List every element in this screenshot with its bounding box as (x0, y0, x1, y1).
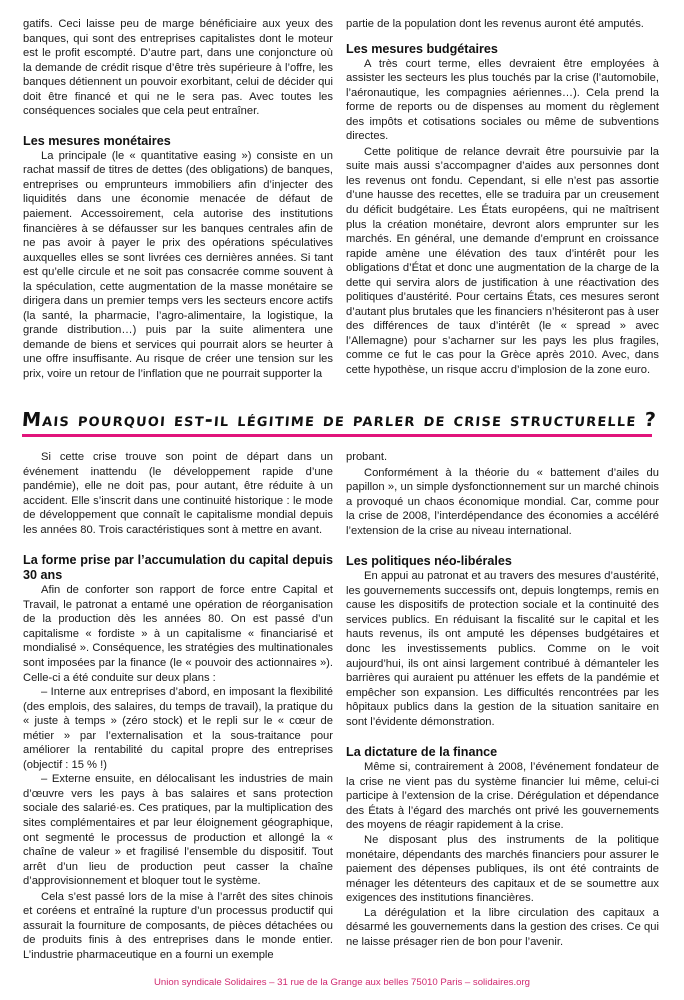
paragraph: La principale (le « quantitative easing ») consiste en un rachat massif de titres de dettes (des obligations) de banques, entreprises ou emprunteurs immobiliers afin d’injecter des liquidités dans une économie menacée de défaut de paiement. Accessoirement, cela autorise des institutions financières à se défausser sur les banques centrales afin de ne pas avoir à payer le prix des opérations spéculatives auxquelles elles se sont livrées ces dernières années. Si tant est qu’elle circule et ne soit pas consacrée comme souvent à la spéculation, cette augmentation de la masse monétaire se dirigera dans un premier temps vers les secteurs encore actifs (la santé, la pharmacie, l’agro-alimentaire, la logistique, la grande distribution…) puis par la suite alimentera une demande de biens et services qui pourrait alors se heurter à une offre insuffisante. Au risque de créer une tension sur les prix, voire un retour de l’inflation que ne pourrait supporter la (23, 149, 333, 381)
footer: Union syndicale Solidaires – 31 rue de la Grange aux belles 75010 Paris – solidaires.org (154, 977, 530, 988)
paragraph: Cette politique de relance devrait être poursuivie par la suite mais aussi s’accompagner d’aides aux personnes dont les revenus ont fondu. Cependant, si elle n’est pas assortie d’une hausse des recettes, elle se traduira par un creusement du déficit budgétaire. Les États européens, qui ne maîtrisent plus la création monétaire, devront alors emprunter sur les marchés. En général, une demande d’emprunt en croissance rapide amène une élévation des taux d’intérêt pour les obligations d’État et donc une augmentation de la charge de la dette qui servira alors de justification à une réactivation des politiques d’austérité. Pour certains États, ces mesures seront d’autant plus brutales que les financiers n’hésiteront pas à user des différences de taux d’intérêt (le « spread » avec l’Allemagne) pour s’acharner sur les pays les plus fragiles, comme ce fut le cas pour la Grèce après 2010. Avec, dans cette hypothèse, un risque accru d’implosion de la zone euro. (346, 145, 659, 377)
paragraph: A très court terme, elles devraient être employées à assister les secteurs les plus touchés par la crise (l’automobile, l’aéronautique, les compagnies aériennes…). Cela prend la forme de reports ou de dispenses au moment du règlement des impôts et cotisations sociales ou même de subventions directes. (346, 57, 659, 143)
top-right-column (346, 17, 659, 378)
paragraph: Ne disposant plus des instruments de la politique monétaire, dépendants des marchés financiers pour assurer le paiement des dépenses publiques, ils ont été contraints de ménager les détenteurs des capitaux et de se soumettre aux exigences des institutions financières. (346, 834, 659, 905)
paragraph: partie de la population dont les revenus auront été amputés. (346, 18, 644, 30)
paragraph: Afin de conforter son rapport de force entre Capital et Travail, le patronat a entamé une opération de réorganisation de la production dès les années 80. On est passé d’un capitalisme « fordiste » à un capitalisme « financiarisé et mondialisé ». Conséquence, les stratégies des multinationales sont imposées par la finance (le « pouvoir des actionnaires »). Celle-ci a été conduite sur deux plans : (23, 584, 333, 684)
paragraph: probant. (346, 451, 388, 463)
paragraph: – Interne aux entreprises d’abord, en imposant la flexibilité (des emplois, des salaires, du temps de travail), la pratique du « juste à temps » (zéro stock) et le repli sur le « cœur de métier » par l’externalisation et la sous-traitance pour améliorer la rentabilité du capital propre des entreprises (objectif : 15 % !) (23, 686, 333, 771)
paragraph: – Externe ensuite, en délocalisant les industries de main d’œuvre vers les pays à bas salaires et sans protection sociale des salarié·es. Ces pratiques, par la multiplication des sites complémentaires et par leur éloignement géographique, ont segmenté le processus de production et allongé la « chaîne de valeur » et fragilisé l’ensemble du dispositif. Tout arrêt d’un lieu de production peut casser la chaîne d’approvisionnement et bloquer tout le système. (23, 773, 333, 888)
top-left-column (23, 17, 333, 382)
paragraph: Conformément à la théorie du « battement d’ailes du papillon », un simple dysfonctionnement sur un marché chinois a provoqué un chaos économique mondial. Car, comme pour la crise de 2008, l’interdépendance des économies a accéléré l’extension de la crise au niveau international. (346, 466, 659, 537)
heading-budget-measures: Les mesures budgétaires (346, 41, 498, 56)
paragraph: La dérégulation et la libre circulation des capitaux a désarmé les gouvernements dans la gestion des crises. Ce qui ne laisse présager rien de bon pour l’avenir. (346, 906, 659, 948)
paragraph: En appui au patronat et au travers des mesures d’austérité, les gouvernements successifs ont, depuis longtemps, remis en cause les dispositifs de protection sociale et la continuité des services publics. En réduisant la fiscalité sur le capital et les hauts revenus, ils ont amputé les dépenses budgétaires et donc les investissements publics. Comme on le voit aujourd’hui, ils ont ainsi largement contribué à démanteler les barrières qui auraient pu atténuer les effets de la pandémie et empêcher son expansion. Les difficultés rencontrées par les hôpitaux publics dans la gestion de la situation sanitaire en sont l’évidente démonstration. (346, 570, 659, 728)
heading-capital-accumulation: La forme prise par l’accumulation du capital depuis 30 ans (23, 553, 333, 583)
paragraph: Cela s’est passé lors de la mise à l’arrêt des sites chinois et coréens et entraîné la rupture d’un processus productif qui assurait la fourniture de composants, de pièces détachées ou de produits finis à des entreprises dans le monde entier. L’industrie pharmaceutique en a fourni un exemple (23, 890, 333, 961)
heading-finance-dictatorship: La dictature de la finance (346, 745, 498, 760)
bottom-left-column (23, 450, 333, 963)
heading-monetary-measures: Les mesures monétaires (23, 133, 171, 148)
section-heading-text: Mais pourquoi est-il légitime de parler de crise structurelle ? (21, 408, 658, 431)
heading-underline (22, 434, 652, 437)
paragraph: gatifs. Ceci laisse peu de marge bénéficiaire aux yeux des banques, qui sont des entreprises capitalistes dont le moteur est le profit escompté. D’autre part, dans une conjoncture où la demande de crédit risque d’être très supérieure à l’offre, les banques détiennent un pouvoir exorbitant, celui de décider qui doit être financé et qui ne le sera pas. Avec toutes les conséquences sociales que cela peut entraîner. (23, 18, 333, 118)
section-heading (22, 408, 662, 438)
bottom-right-column (346, 450, 659, 949)
paragraph: Si cette crise trouve son point de départ dans un événement inattendu (le développement rapide d’une pandémie), elle ne doit pas, pour autant, être réduite à un accident. Elle s’inscrit dans une continuité historique : le mode de développement que connaît le capitalisme mondial depuis les années 80. Trois caractéristiques sont à mettre en avant. (23, 451, 333, 536)
heading-neoliberal-policies: Les politiques néo-libérales (346, 554, 512, 569)
paragraph: Même si, contrairement à 2008, l’événement fondateur de la crise ne vient pas du système financier lui même, celui-ci participe à l’extension de la crise. Dérégulation et dépendance des États à l’égard des marchés ont privé les gouvernements des moyens de réagir rapidement à la crise. (346, 761, 659, 832)
